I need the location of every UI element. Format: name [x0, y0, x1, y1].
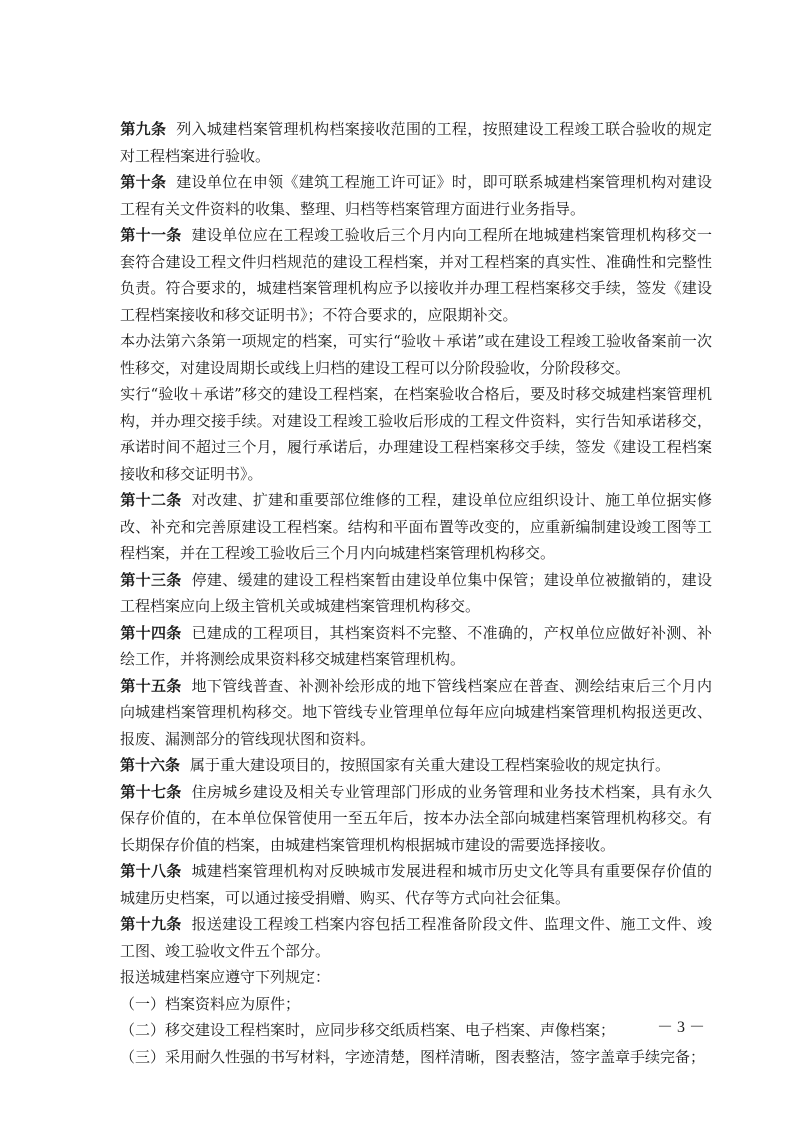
article-label: 第十三条 [120, 570, 182, 589]
paragraph-text: 已建成的工程项目，其档案资料不完整、不准确的，产权单位应做好补测、补绘工作，并将测绘成果资料移交城建档案管理机构。 [120, 623, 712, 668]
paragraph [120, 169, 712, 222]
paragraph [120, 1044, 712, 1071]
paragraph-text: 停建、缓建的建设工程档案暂由建设单位集中保管；建设单位被撤销的，建设工程档案应向上级主管机关或城建档案管理机构移交。 [120, 570, 712, 615]
paragraph-text: 建设单位在申领《建筑工程施工许可证》时，即可联系城建档案管理机构对建设工程有关文件资料的收集、整理、归档等档案管理方面进行业务指导。 [120, 173, 712, 218]
paragraph-text: 本办法第六条第一项规定的档案，可实行“验收＋承诺”或在建设工程竣工验收备案前一次性移交，对建设周期长或线上归档的建设工程可以分阶段验收，分阶段移交。 [120, 332, 712, 377]
paragraph [120, 964, 712, 991]
paragraph-text: （二）移交建设工程档案时，应同步移交纸质档案、电子档案、声像档案； [120, 1021, 616, 1039]
paragraph [120, 116, 712, 169]
paragraph [120, 620, 712, 673]
paragraph-text: （三）采用耐久性强的书写材料，字迹清楚，图样清晰，图表整洁，签字盖章手续完备； [120, 1047, 706, 1066]
paragraph [120, 752, 712, 779]
paragraph-text: 地下管线普查、补测补绘形成的地下管线档案应在普查、测绘结束后三个月内向城建档案管理机构移交。地下管线专业管理单位每年应向城建档案管理机构报送更改、报废、漏测部分的管线现状图和资料。 [120, 676, 712, 748]
paragraph [120, 779, 712, 859]
paragraph-text: 列入城建档案管理机构档案接收范围的工程，按照建设工程竣工联合验收的规定对工程档案进行验收。 [120, 120, 712, 165]
paragraph [120, 858, 712, 911]
paragraph-text: 对改建、扩建和重要部位维修的工程，建设单位应组织设计、施工单位据实修改、补充和完善原建设工程档案。结构和平面布置等改变的，应重新编制建设竣工图等工程档案，并在工程竣工验收后三个月内向城建档案管理机构移交。 [120, 491, 712, 562]
paragraph [120, 567, 712, 620]
paragraph-text: 实行“验收＋承诺”移交的建设工程档案，在档案验收合格后，要及时移交城建档案管理机构，并办理交接手续。对建设工程竣工验收后形成的工程文件资料，实行告知承诺移交，承诺时间不超过三个月，履行承诺后，办理建设工程档案移交手续，签发《建设工程档案接收和移交证明书》。 [120, 385, 712, 483]
page-number: － 3 － [656, 1019, 705, 1036]
paragraph-text: 建设单位应在工程竣工验收后三个月内向工程所在地城建档案管理机构移交一套符合建设工程文件归档规范的建设工程档案，并对工程档案的真实性、准确性和完整性负责。符合要求的，城建档案管理机构应予以接收并办理工程档案移交手续，签发《建设工程档案接收和移交证明书》；不符合要求的，应限期补交。 [120, 226, 712, 324]
paragraph [120, 328, 712, 381]
paragraph [120, 381, 712, 487]
paragraph-text: 住房城乡建设及相关专业管理部门形成的业务管理和业务技术档案，具有永久保存价值的，在本单位保管使用一至五年后，按本办法全部向城建档案管理机构移交。有长期保存价值的档案，由城建档案管理机构根据城市建设的需要选择接收。 [120, 782, 712, 854]
paragraph [120, 222, 712, 328]
article-label: 第十五条 [120, 676, 182, 695]
paragraph [120, 1017, 712, 1044]
article-label: 第十二条 [120, 491, 182, 509]
paragraph-text: 报送建设工程竣工档案内容包括工程准备阶段文件、监理文件、施工文件、竣工图、竣工验收文件五个部分。 [120, 915, 712, 960]
paragraph [120, 911, 712, 964]
article-label: 第十九条 [120, 915, 182, 933]
paragraph-text: （一）档案资料应为原件； [120, 994, 301, 1013]
paragraph [120, 673, 712, 753]
article-label: 第十四条 [120, 623, 182, 642]
paragraph [120, 991, 712, 1018]
paragraph [120, 487, 712, 567]
paragraph-text: 城建档案管理机构对反映城市发展进程和城市历史文化等具有重要保存价值的城建历史档案，可以通过接受捐赠、购买、代存等方式向社会征集。 [120, 862, 712, 907]
paragraph-text: 报送城建档案应遵守下列规定： [120, 968, 331, 986]
document-body [120, 116, 712, 1070]
article-label: 第十条 [120, 173, 167, 191]
article-label: 第十七条 [120, 782, 182, 801]
article-label: 第十一条 [120, 226, 182, 244]
article-label: 第十六条 [120, 756, 181, 774]
paragraph-text: 属于重大建设项目的，按照国家有关重大建设工程档案验收的规定执行。 [190, 756, 671, 774]
article-label: 第十八条 [120, 862, 182, 880]
article-label: 第九条 [120, 120, 167, 138]
